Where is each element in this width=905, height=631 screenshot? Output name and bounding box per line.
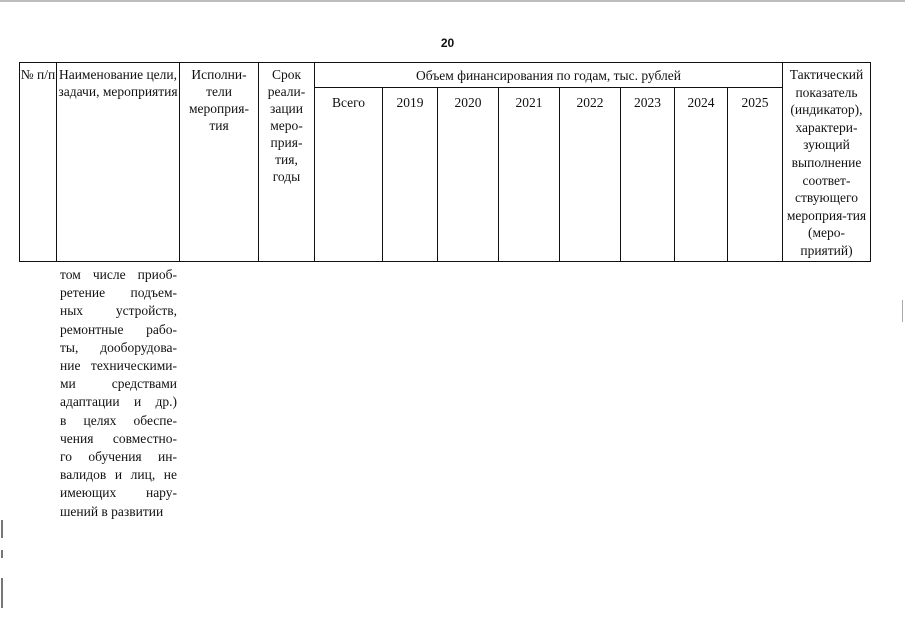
header-year-2022: 2022	[576, 95, 604, 110]
page-number: 20	[440, 36, 455, 50]
text-line: адаптации и др.)	[60, 394, 177, 410]
text-line: валидов и лиц, не	[60, 467, 177, 483]
header-num: № п/п	[20, 67, 56, 82]
header-year-2020: 2020	[454, 95, 482, 110]
scan-top-edge	[0, 0, 905, 2]
text-line: ретение подъем-	[60, 285, 177, 301]
continuation-text	[60, 266, 177, 521]
col-border	[437, 87, 438, 262]
header-year-2021: 2021	[515, 95, 543, 110]
header-total: Всего	[331, 95, 366, 110]
header-executors: Исполни-тели мероприя-тия	[189, 67, 249, 133]
text-line: чения совместно-	[60, 430, 177, 446]
header-funding-group: Объем финансирования по годам, тыс. рублей	[416, 68, 681, 83]
header-year-2023: 2023	[634, 95, 661, 110]
col-border	[870, 62, 871, 262]
text-line: ми средствами	[60, 376, 177, 392]
text-line: имеющих нару-	[60, 485, 177, 501]
text-line: том числе приоб-	[60, 267, 177, 282]
text-line: го обучения ин-	[60, 449, 177, 465]
text-line: ных устройств,	[60, 303, 177, 319]
text-line: ние техническими-	[60, 358, 177, 374]
header-year-2019: 2019	[396, 95, 424, 110]
col-border	[498, 87, 499, 262]
text-line: шений в развитии	[60, 503, 164, 519]
text-line: в целях обеспе-	[60, 412, 177, 428]
scan-edge-marks-right	[900, 300, 903, 330]
text-line: ты, дооборудова-	[60, 339, 177, 355]
text-line: ремонтные рабо-	[60, 321, 177, 337]
header-year-2024: 2024	[687, 95, 715, 110]
scan-edge-marks-left	[0, 520, 6, 620]
col-border	[674, 87, 675, 262]
header-indicator: Тактический показатель (индикатор), характери-зующий выполнение соответ-ствующего мероприя-тия (меро-приятий)	[786, 67, 867, 258]
header-year-2025: 2025	[741, 95, 769, 110]
col-border	[727, 87, 728, 262]
header-period: Срок реали-зации меро-прия-тия, годы	[267, 67, 306, 184]
header-name: Наименование цели, задачи, мероприятия	[58, 67, 178, 99]
col-border	[382, 87, 383, 262]
col-border	[620, 87, 621, 262]
col-border	[559, 87, 560, 262]
table-bottom-border	[19, 261, 871, 262]
funding-subheader-line	[314, 87, 782, 88]
